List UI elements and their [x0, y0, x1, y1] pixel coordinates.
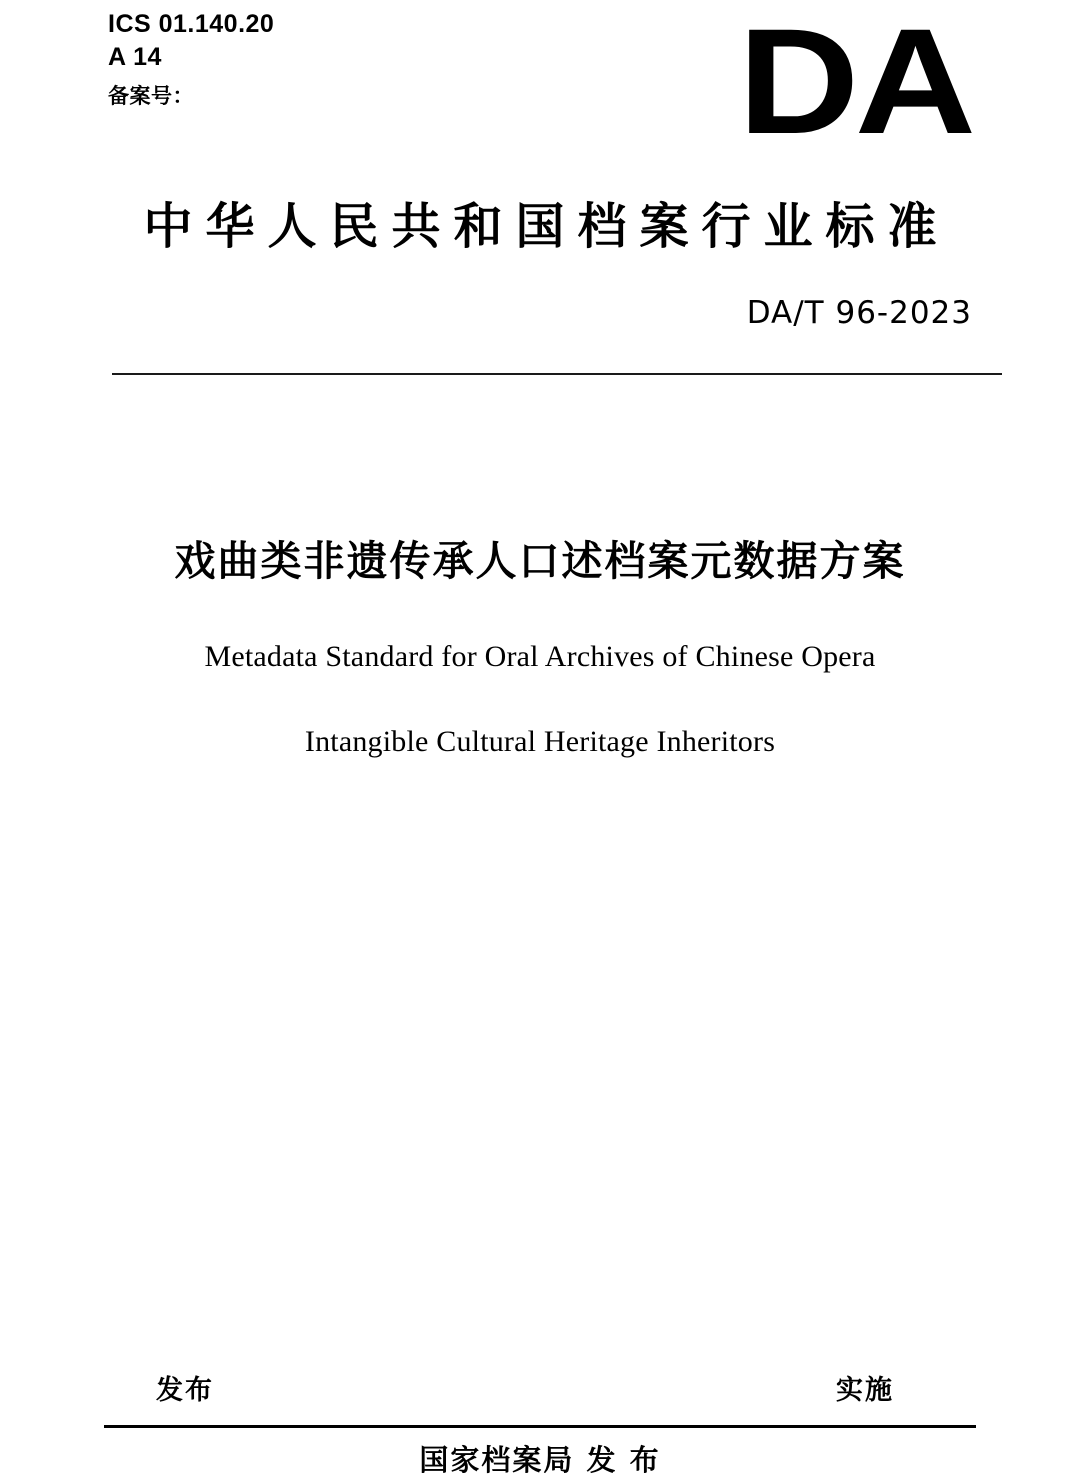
record-number-label: 备案号：: [108, 84, 194, 108]
classification-code: A 14: [108, 43, 162, 71]
document-title-english-line1: Metadata Standard for Oral Archives of Chinese Opera: [204, 640, 876, 673]
footer-dates-row: [108, 1368, 972, 1407]
footer-divider: [104, 1425, 976, 1428]
ics-code: ICS 01.140.20: [108, 10, 275, 38]
ics-block: [108, 8, 274, 110]
issue-label: 发布: [156, 1375, 214, 1406]
publisher-line: 国家档案局 发 布: [419, 1443, 661, 1477]
header-divider: [112, 373, 1002, 375]
document-title-english-line2: Intangible Cultural Heritage Inheritors: [304, 725, 776, 758]
implement-label: 实施: [836, 1375, 894, 1406]
da-logo: DA: [738, 0, 972, 165]
document-title-chinese: 戏曲类非遗传承人口述档案元数据方案: [174, 537, 906, 585]
standard-number: DA/T 96-2023: [746, 295, 972, 331]
authority-title: 中华人民共和国档案行业标准: [143, 198, 950, 255]
